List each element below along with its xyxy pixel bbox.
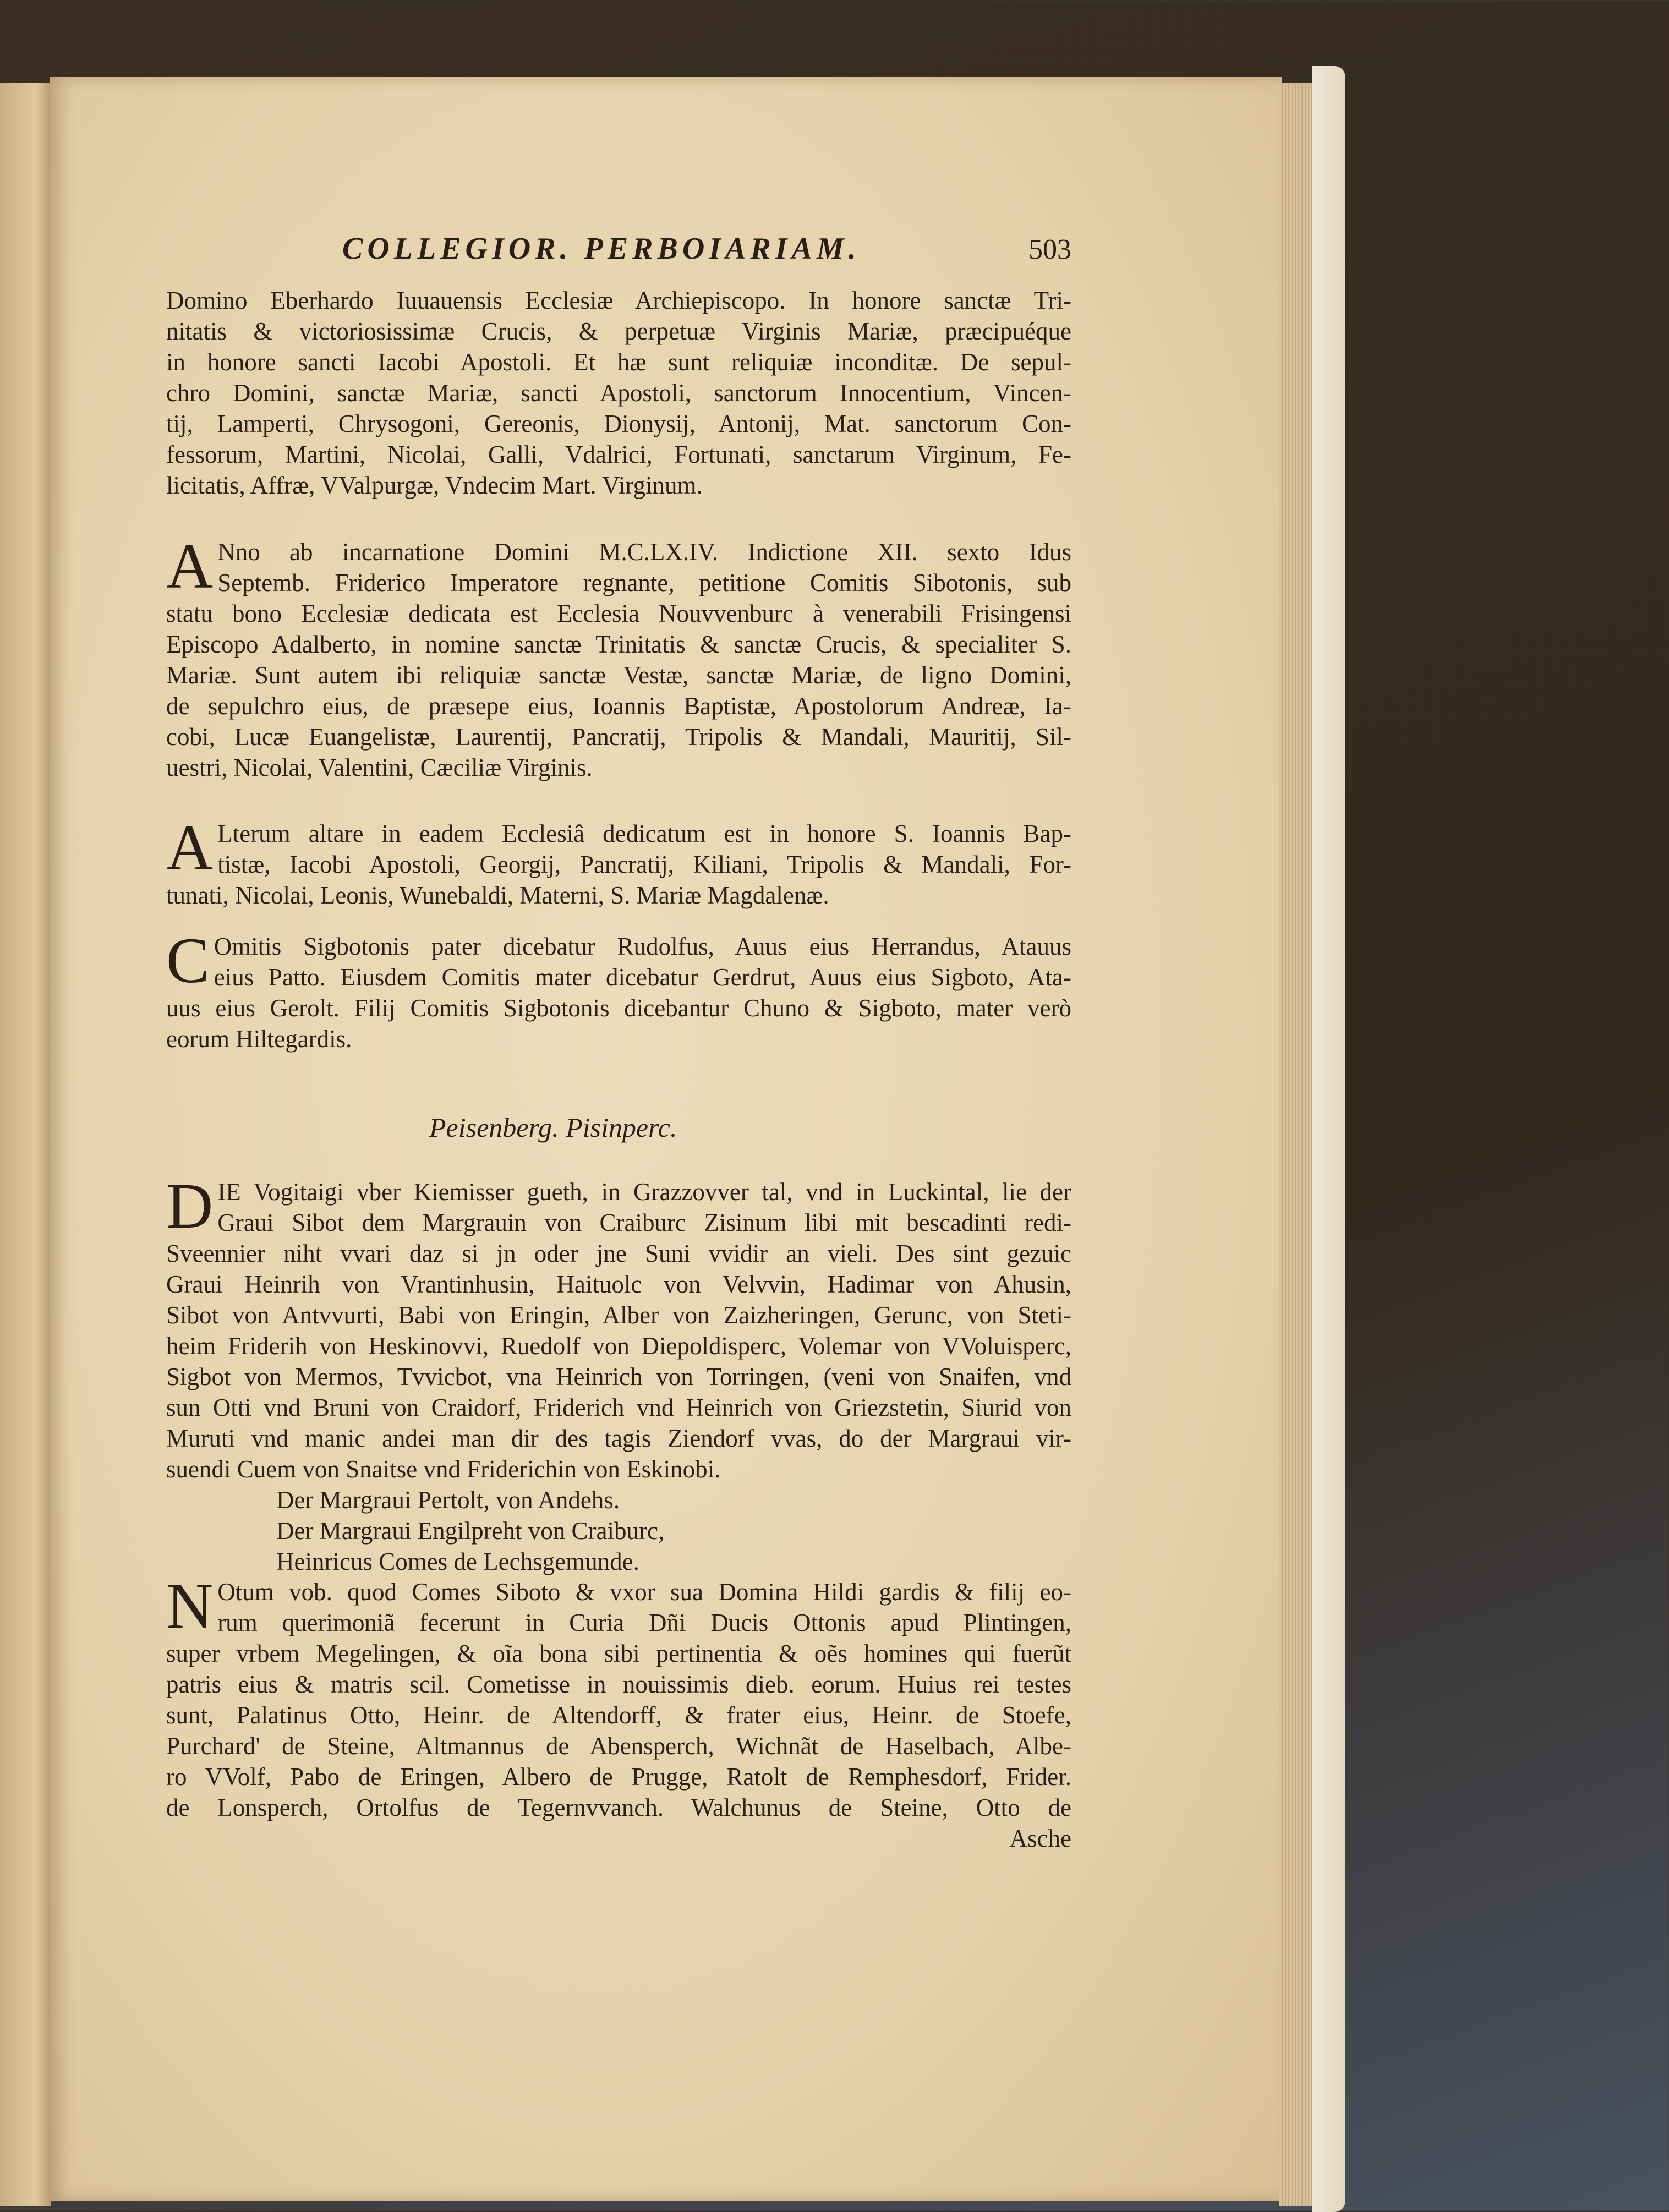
text-line: heim Friderih von Heskinovvi, Ruedolf von Diepoldisperc, Volemar von VVoluisperc, — [166, 1332, 1071, 1360]
text-line: Domino Eberhardo Iuuauensis Ecclesiæ Archiepiscopo. In honore sanctæ Tri- — [166, 287, 1071, 314]
text-line: fessorum, Martini, Nicolai, Galli, Vdalrici, Fortunati, sanctarum Virginum, Fe- — [166, 441, 1071, 468]
text-line: Mariæ. Sunt autem ibi reliquiæ sanctæ Vestæ, sanctæ Mariæ, de ligno Domini, — [166, 661, 1071, 689]
text-line: Septemb. Friderico Imperatore regnante, petitione Comitis Sibotonis, sub — [217, 569, 1071, 596]
text-line: nitatis & victoriosissimæ Crucis, & perpetuæ Virginis Mariæ, præcipuéque — [166, 317, 1071, 345]
catchword: Asche — [1009, 1825, 1071, 1852]
text-line: de sepulchro eius, de præsepe eius, Ioannis Baptistæ, Apostolorum Andreæ, Ia- — [166, 692, 1071, 720]
text-line: tistæ, Iacobi Apostoli, Georgij, Pancratij, Kiliani, Tripolis & Mandali, For- — [217, 851, 1071, 878]
text-line: Muruti vnd manic andei man dir des tagis Ziendorf vvas, do der Margraui vir- — [166, 1425, 1071, 1452]
page-header — [342, 231, 1071, 270]
paragraph-vogitaigi — [166, 1170, 1071, 1577]
text-line: Lterum altare in eadem Ecclesiâ dedicatum est in honore S. Ioannis Bap- — [217, 820, 1071, 847]
witness-line: Heinricus Comes de Lechsgemunde. — [276, 1548, 639, 1575]
paragraph-comitis — [166, 924, 1071, 1054]
text-line: tij, Lamperti, Chrysogoni, Gereonis, Dionysij, Antonij, Mat. sanctorum Con- — [166, 410, 1071, 437]
paragraph-dedication — [166, 285, 1071, 501]
drop-cap: A — [166, 812, 214, 884]
text-line: eius Patto. Eiusdem Comitis mater dicebatur Gerdrut, Auus eius Sigboto, Ata- — [214, 963, 1071, 991]
text-line: statu bono Ecclesiæ dedicata est Ecclesia Nouvvenburc à venerabili Frisingensi — [166, 600, 1071, 627]
text-line: Omitis Sigbotonis pater dicebatur Rudolfus, Auus eius Herrandus, Atauus — [214, 933, 1071, 960]
text-line: super vrbem Megelingen, & oĩa bona sibi pertinentia & oẽs homines qui fuerũt — [166, 1640, 1071, 1667]
text-line: sun Otti vnd Bruni von Craidorf, Friderich vnd Heinrich von Griezstetin, Siurid von — [166, 1394, 1071, 1421]
text-line: eorum Hiltegardis. — [166, 1025, 352, 1053]
text-line: IE Vogitaigi vber Kiemisser gueth, in Grazzovver tal, vnd in Luckintal, lie der — [217, 1178, 1071, 1206]
text-line: Graui Sibot dem Margrauin von Craiburc Zisinum libi mit bescadinti redi- — [217, 1209, 1071, 1236]
paragraph-notum — [166, 1570, 1071, 1854]
drop-cap: A — [166, 530, 214, 602]
running-title: COLLEGIOR. PERBOIARIAM. — [342, 232, 861, 266]
text-line: rum querimoniã fecerunt in Curia Dñi Ducis Ottonis apud Plintingen, — [217, 1609, 1071, 1636]
text-line: Graui Heinrih von Vrantinhusin, Haituolc von Velvvin, Hadimar von Ahusin, — [166, 1271, 1071, 1298]
text-line: cobi, Lucæ Euangelistæ, Laurentij, Pancratij, Tripolis & Mandali, Mauritij, Sil- — [166, 723, 1071, 751]
text-line: Purchard' de Steine, Altmannus de Abensperch, Wichnãt de Haselbach, Albe- — [166, 1732, 1071, 1760]
text-line: patris eius & matris scil. Cometisse in nouissimis dieb. eorum. Huius rei testes — [166, 1671, 1071, 1698]
text-line: suendi Cuem von Snaitse vnd Friderichin von Eskinobi. — [166, 1455, 721, 1483]
text-line: Otum vob. quod Comes Siboto & vxor sua Domina Hildi gardis & filij eo- — [217, 1578, 1071, 1606]
facing-page-edge — [0, 83, 51, 2206]
text-line: Nno ab incarnatione Domini M.C.LX.IV. Indictione XII. sexto Idus — [217, 538, 1071, 566]
drop-cap: C — [166, 924, 210, 997]
text-line: Sveennier niht vvari daz si jn oder jne Suni vvidir an vieli. Des sint gezuic — [166, 1240, 1071, 1267]
page-number: 503 — [1028, 234, 1071, 265]
text-line: sunt, Palatinus Otto, Heinr. de Altendorff, & frater eius, Heinr. de Stoefe, — [166, 1701, 1071, 1729]
text-line: de Lonsperch, Ortolfus de Tegernvvanch. Walchunus de Steine, Otto de — [166, 1794, 1071, 1821]
paragraph-alterum — [166, 812, 1071, 911]
text-line: uestri, Nicolai, Valentini, Cæciliæ Virginis. — [166, 754, 593, 781]
text-line: uus eius Gerolt. Filij Comitis Sigbotonis dicebantur Chuno & Sigboto, mater verò — [166, 994, 1071, 1022]
vellum-cover — [1312, 66, 1345, 2212]
text-line: chro Domini, sanctæ Mariæ, sancti Apostoli, sanctorum Innocentium, Vincen- — [166, 379, 1071, 407]
text-line: licitatis, Affræ, VValpurgæ, Vndecim Mart. Virginum. — [166, 472, 703, 499]
section-heading: Peisenberg. Pisinperc. — [429, 1112, 677, 1143]
drop-cap: D — [166, 1170, 214, 1242]
drop-cap: N — [166, 1570, 214, 1642]
text-line: Sigbot von Mermos, Tvvicbot, vna Heinrich von Torringen, (veni von Snaifen, vnd — [166, 1363, 1071, 1390]
paragraph-anno — [166, 530, 1071, 783]
text-line: in honore sancti Iacobi Apostoli. Et hæ sunt reliquiæ inconditæ. De sepul- — [166, 348, 1071, 376]
text-line: tunati, Nicolai, Leonis, Wunebaldi, Materni, S. Mariæ Magdalenæ. — [166, 881, 829, 909]
text-line: Episcopo Adalberto, in nomine sanctæ Trinitatis & sanctæ Crucis, & specialiter S. — [166, 631, 1071, 658]
witness-line: Der Margraui Engilpreht von Craiburc, — [276, 1517, 665, 1545]
text-line: ro VVolf, Pabo de Eringen, Albero de Prugge, Ratolt de Remphesdorf, Frider. — [166, 1763, 1071, 1791]
text-line: Sibot von Antvvurti, Babi von Eringin, Alber von Zaizheringen, Gerunc, von Steti- — [166, 1301, 1071, 1329]
witness-line: Der Margraui Pertolt, von Andehs. — [276, 1486, 620, 1514]
